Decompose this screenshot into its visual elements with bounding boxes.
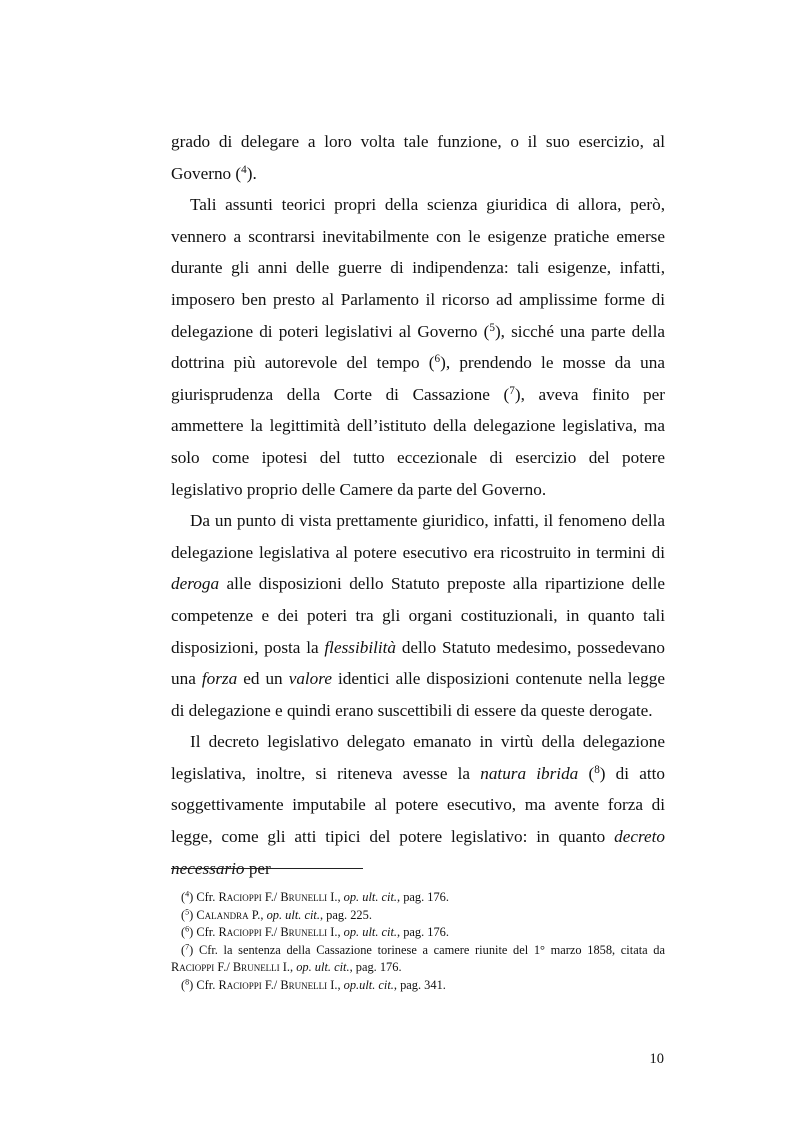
footnote-5: ($^5$) Calandra P., op. ult. cit., pag. 225. bbox=[181, 907, 372, 922]
author-name: Racioppi bbox=[218, 925, 262, 940]
italic-term: valore bbox=[288, 669, 332, 689]
author-name: Brunelli bbox=[280, 977, 328, 992]
footnote-8: ($^8$) Cfr. Racioppi F./ Brunelli I., op.ult. cit., pag. 341. bbox=[181, 977, 446, 992]
page-number: 10 bbox=[649, 1051, 664, 1067]
paragraph-4: Il decreto legislativo delegato emanato in virtù della delegazione legislativa, inoltre, si riteneva avesse la natura ibrida ($^8$) di atto soggettivamente imputabile al potere esecutivo, ma avente forza di legge, come gli atti tipici del potere legislativo: in quanto decreto necessario per bbox=[171, 732, 665, 878]
author-name: Brunelli bbox=[280, 925, 328, 940]
footnote-4: ($^4$) Cfr. Racioppi F./ Brunelli I., op. ult. cit., pag. 176. bbox=[181, 889, 449, 904]
paragraph-3: Da un punto di vista prettamente giuridico, infatti, il fenomeno della delegazione legislativa al potere esecutivo era ricostruito in termini di deroga alle disposizioni dello Statuto preposte alla ripartizione delle competenze e dei poteri tra gli organi costituzionali, in quanto tali disposizioni, posta la flessibilità dello Statuto medesimo, possedevano una forza ed un valore identici alle disposizioni contenute nella legge di delegazione e quindi erano suscettibili di essere da queste derogate. bbox=[171, 511, 665, 720]
italic-term: natura ibrida bbox=[480, 763, 579, 783]
author-name: Racioppi bbox=[171, 960, 215, 975]
footnote-separator bbox=[171, 868, 363, 869]
author-name: Brunelli bbox=[280, 890, 328, 904]
footnote-ref: 5 bbox=[489, 321, 495, 334]
italic-term: flessibilità bbox=[324, 637, 397, 657]
footnote-ref: 6 bbox=[434, 353, 441, 366]
author-name: Calandra bbox=[196, 907, 249, 922]
paragraph-2: Tali assunti teorici propri della scienza giuridica di allora, però, vennero a scontrarsi inevitabilmente con le esigenze pratiche emerse durante gli anni delle guerre di indipendenza: tali esigenze, infatti, imposero ben presto al Parlamento il ricorso ad amplissime forme di delegazione di poteri legislativi al Governo ($^5$), sicché una parte della dottrina più autorevole del tempo ($^6$), prendendo le mosse da una giurisprudenza della Corte di Cassazione ($^7$), aveva finito per ammettere la legittimità dell’istituto della delegazione legislativa, ma solo come ipotesi del tutto eccezionale di esercizio del potere legislativo proprio delle Camere da parte del Governo. bbox=[171, 195, 665, 499]
author-name: Racioppi bbox=[218, 890, 262, 904]
italic-term: forza bbox=[201, 669, 238, 689]
footnote-ref: 8 bbox=[594, 763, 600, 776]
footnote-7: ($^7$) Cfr. la sentenza della Cassazione torinese a camere riunite del 1° marzo 1858, citata da Racioppi F./ Brunelli I., op. ult. cit., pag. 176. bbox=[171, 942, 665, 975]
author-name: Racioppi bbox=[218, 977, 262, 992]
author-name: Brunelli bbox=[232, 960, 280, 975]
footnotes bbox=[171, 889, 665, 995]
italic-term: deroga bbox=[171, 574, 220, 594]
paragraph-1: grado di delegare a loro volta tale funzione, o il suo esercizio, al Governo ($^4$). bbox=[171, 132, 665, 183]
footnote-6: ($^6$) Cfr. Racioppi F./ Brunelli I., op. ult. cit., pag. 176. bbox=[181, 924, 449, 940]
main-text bbox=[171, 126, 665, 884]
footnote-ref: 7 bbox=[509, 384, 515, 397]
italic-term: decreto necessario bbox=[171, 827, 665, 878]
footnote-ref: 4 bbox=[241, 163, 247, 176]
